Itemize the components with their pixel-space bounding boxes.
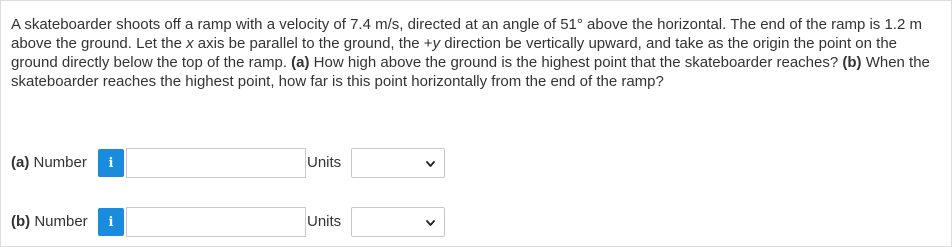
chevron-down-icon: [426, 219, 435, 227]
question-text: [11, 15, 941, 91]
question-segment: axis be parallel to the ground, the +: [193, 35, 433, 52]
part-a-label-tag: (a): [11, 154, 30, 171]
info-icon: i: [108, 214, 114, 230]
answer-row-b: [11, 206, 471, 238]
number-label: Number: [30, 213, 88, 230]
part-a-tag: (a): [291, 54, 310, 71]
number-input-b[interactable]: [126, 207, 306, 237]
answer-row-a: [11, 147, 471, 179]
info-icon: i: [108, 155, 114, 171]
info-button-a[interactable]: [98, 149, 124, 177]
part-b-number-label: [11, 213, 88, 231]
units-select-a[interactable]: [351, 148, 445, 178]
number-label: Number: [29, 154, 87, 171]
part-a-question: How high above the ground is the highest point that the skateboarder reaches?: [309, 54, 843, 71]
part-b-tag: (b): [842, 54, 862, 71]
chevron-down-icon: [426, 160, 435, 168]
part-b-question: When the skateboarder reaches the highest point, how far is this point horizontally from the end of the ramp?: [11, 54, 930, 90]
y-variable: y: [432, 35, 441, 52]
x-variable: x: [186, 35, 194, 52]
units-select-b[interactable]: [351, 207, 445, 237]
part-a-number-label: [11, 154, 87, 172]
question-segment: direction be vertically upward, and take as the origin the point on the ground directly below the top of the ramp.: [11, 35, 898, 71]
number-input-a[interactable]: [126, 148, 306, 178]
info-button-b[interactable]: [98, 208, 124, 236]
units-label-a: Units: [307, 154, 342, 171]
part-b-label-tag: (b): [11, 213, 31, 230]
question-segment: A skateboarder shoots off a ramp with a velocity of 7.4 m/s, directed at an angle of 51° above the horizontal. The end of the ramp is 1.2 m above the ground. Let the: [11, 16, 922, 52]
units-label-b: Units: [307, 213, 342, 230]
